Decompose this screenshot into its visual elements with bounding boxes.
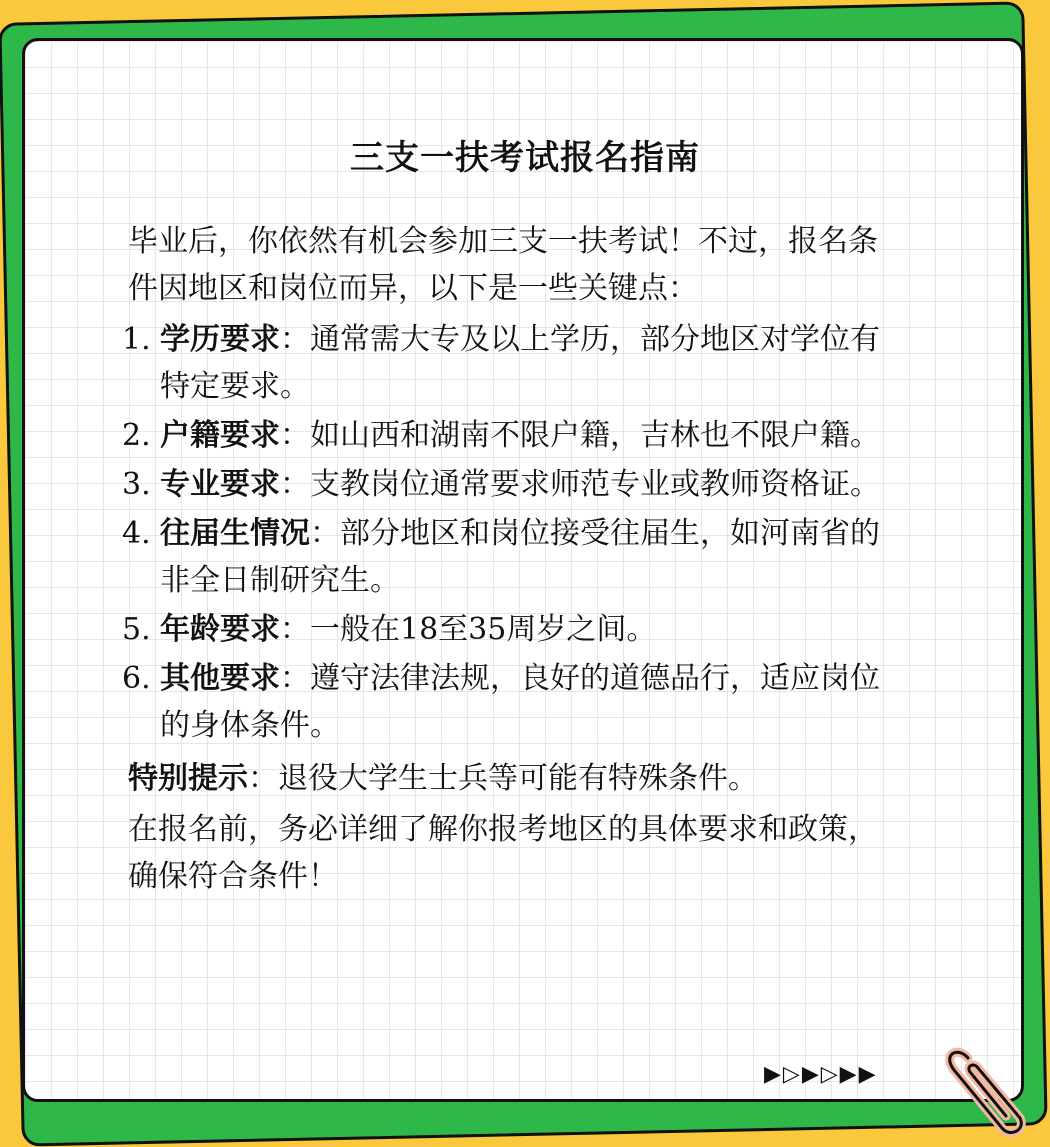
tip-label: 特别提示 — [128, 761, 248, 796]
list-item: 5. 年龄要求：一般在18至35周岁之间。 — [122, 612, 657, 647]
requirements-list — [122, 316, 898, 749]
special-tip: 特别提示：退役大学生士兵等可能有特殊条件。 — [128, 761, 758, 796]
guide-content — [122, 218, 898, 904]
list-item: 3. 专业要求：支教岗位通常要求师范专业或教师资格证。 — [122, 467, 880, 502]
page-title: 三支一扶考试报名指南 — [350, 138, 700, 178]
item-label: 其他要求 — [160, 661, 280, 696]
list-item: 2. 户籍要求：如山西和湖南不限户籍，吉林也不限户籍。 — [122, 418, 880, 453]
item-label: 户籍要求 — [160, 418, 280, 453]
item-text: 部分地区和岗位接受往届生，如河南省的非全日制研究生。 — [160, 516, 880, 598]
item-label: 专业要求 — [160, 467, 280, 502]
item-text: 通常需大专及以上学历，部分地区对学位有特定要求。 — [160, 322, 880, 404]
tip-text: 退役大学生士兵等可能有特殊条件。 — [278, 761, 758, 796]
item-label: 学历要求 — [160, 322, 280, 357]
arrow-decoration-icon: ▶▷▶▷▶▶ — [764, 1062, 878, 1087]
item-label: 往届生情况 — [160, 516, 310, 551]
item-text: 一般在18至35周岁之间。 — [310, 612, 657, 647]
list-item: 4. 往届生情况：部分地区和岗位接受往届生，如河南省的非全日制研究生。 — [122, 516, 880, 598]
closing-paragraph: 在报名前，务必详细了解你报考地区的具体要求和政策，确保符合条件！ — [128, 812, 878, 894]
intro-paragraph: 毕业后，你依然有机会参加三支一扶考试！不过，报名条件因地区和岗位而异，以下是一些关键点： — [128, 224, 878, 306]
paperclip-icon — [940, 1040, 1040, 1140]
list-item: 6. 其他要求：遵守法律法规，良好的道德品行，适应岗位的身体条件。 — [122, 661, 880, 743]
item-text: 支教岗位通常要求师范专业或教师资格证。 — [310, 467, 880, 502]
item-text: 如山西和湖南不限户籍，吉林也不限户籍。 — [310, 418, 880, 453]
item-label: 年龄要求 — [160, 612, 280, 647]
item-text: 遵守法律法规，良好的道德品行，适应岗位的身体条件。 — [160, 661, 880, 743]
list-item: 1. 学历要求：通常需大专及以上学历，部分地区对学位有特定要求。 — [122, 322, 880, 404]
